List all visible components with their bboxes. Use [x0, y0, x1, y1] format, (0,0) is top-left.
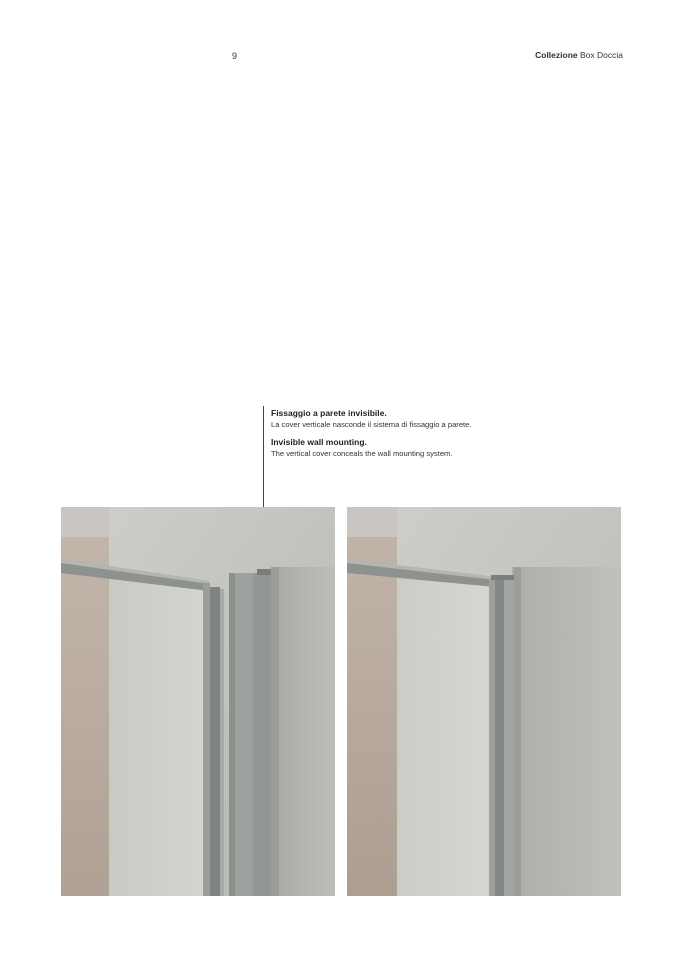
page-number: 9 — [232, 51, 238, 61]
caption-block — [271, 408, 571, 466]
photo-shower-corner-cover — [347, 507, 621, 896]
caption-title-it: Fissaggio a parete invisibile. — [271, 408, 387, 418]
collection-name: Box Doccia — [580, 50, 623, 60]
caption-text-en: The vertical cover conceals the wall mounting system. — [271, 449, 453, 458]
caption-title-en: Invisible wall mounting. — [271, 437, 367, 447]
caption-text-it: La cover verticale nasconde il sistema di fissaggio a parete. — [271, 420, 472, 429]
photo-shower-corner-before — [61, 507, 335, 896]
collection-header — [535, 50, 623, 60]
collection-label: Collezione — [535, 50, 578, 60]
